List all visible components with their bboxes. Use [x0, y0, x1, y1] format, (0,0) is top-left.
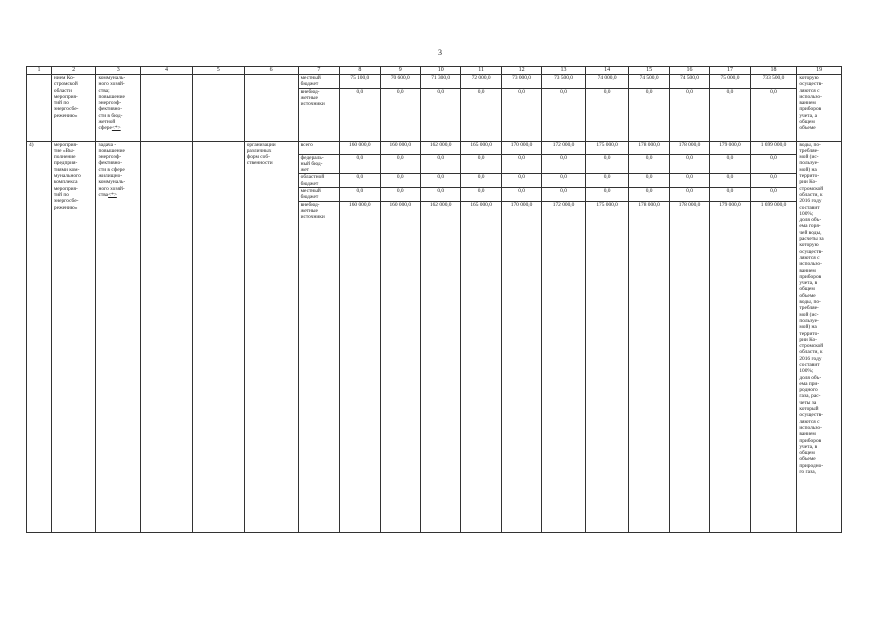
- cell-funding-source: внебюд- жетные источники: [298, 88, 339, 141]
- cell-value-col-11: 165 000,0: [461, 201, 501, 532]
- cell-value-col-8: 75 100,0: [340, 75, 380, 89]
- header-col-17: 17: [710, 67, 750, 75]
- cell-value-col-17: 0,0: [710, 154, 750, 174]
- cell-value-col-10: 0,0: [420, 174, 460, 188]
- header-col-18: 18: [750, 67, 797, 75]
- cell-value-col-10: 0,0: [420, 88, 460, 141]
- cell-value-col-17: 0,0: [710, 88, 750, 141]
- task-text: коммуналь- ного хозяй- ства; повышение энергоэф- фективно- сти в бюд- жетной сфере: [98, 75, 126, 132]
- cell-value-col-12: 73 000,0: [501, 75, 541, 89]
- cell-executor: [244, 75, 298, 142]
- cell-task: [96, 75, 141, 142]
- page-number: 3: [438, 48, 442, 57]
- cell-value-col-12: 170 000,0: [501, 201, 541, 532]
- header-col-11: 11: [461, 67, 501, 75]
- cell-indicators: которую осуществ- ляются с использо- ванием приборов учета, а общем объеме: [797, 75, 842, 142]
- cell-value-col-16: 74 500,0: [669, 75, 709, 89]
- cell-value-col-9: 70 600,0: [380, 75, 420, 89]
- cell-value-col-18: 0,0: [750, 174, 797, 188]
- cell-value-col-17: 75 000,0: [710, 75, 750, 89]
- header-col-19: 19: [797, 67, 842, 75]
- cell-value-col-11: 0,0: [461, 174, 501, 188]
- cell-value-col-13: 0,0: [542, 188, 586, 202]
- cell-value-col-9: 0,0: [380, 188, 420, 202]
- cell-value-col-14: 0,0: [585, 188, 629, 202]
- cell-value-col-16: 178 000,0: [669, 141, 709, 154]
- cell-measure-name: нием Ко- стромской области мероприя- тий по энергосбе- режению»: [51, 75, 96, 142]
- cell-value-col-13: 0,0: [542, 88, 586, 141]
- cell-value-col-18: 733 500,0: [750, 75, 797, 89]
- cell-value-col-13: 73 500,0: [542, 75, 586, 89]
- cell-value-col-16: 178 000,0: [669, 201, 709, 532]
- cell-value-col-11: 0,0: [461, 88, 501, 141]
- cell-value-col-14: 0,0: [585, 154, 629, 174]
- cell-value-col-18: 1 699 000,0: [750, 201, 797, 532]
- cell-value-col-18: 0,0: [750, 154, 797, 174]
- cell-value-col-15: 178 000,0: [629, 141, 669, 154]
- cell-col5: [192, 141, 244, 532]
- cell-value-col-18: 0,0: [750, 188, 797, 202]
- header-col-5: 5: [192, 67, 244, 75]
- cell-col4: [141, 141, 193, 532]
- cell-value-col-17: 0,0: [710, 174, 750, 188]
- cell-value-col-9: 160 000,0: [380, 141, 420, 154]
- cell-col5: [192, 75, 244, 142]
- header-col-13: 13: [542, 67, 586, 75]
- footnote-link[interactable]: <*>: [111, 125, 121, 132]
- cell-value-col-17: 0,0: [710, 188, 750, 202]
- cell-funding-source: всего: [298, 141, 339, 154]
- cell-value-col-11: 72 000,0: [461, 75, 501, 89]
- cell-value-col-16: 0,0: [669, 88, 709, 141]
- cell-value-col-9: 160 000,0: [380, 201, 420, 532]
- cell-value-col-14: 0,0: [585, 88, 629, 141]
- cell-value-col-10: 0,0: [420, 188, 460, 202]
- header-col-14: 14: [585, 67, 629, 75]
- cell-value-col-12: 0,0: [501, 154, 541, 174]
- cell-value-col-10: 71 300,0: [420, 75, 460, 89]
- cell-value-col-8: 0,0: [340, 174, 380, 188]
- header-col-12: 12: [501, 67, 541, 75]
- cell-value-col-12: 0,0: [501, 174, 541, 188]
- cell-value-col-13: 0,0: [542, 154, 586, 174]
- cell-value-col-16: 0,0: [669, 154, 709, 174]
- cell-value-col-9: 0,0: [380, 88, 420, 141]
- cell-funding-source: внебюд- жетные источники: [298, 201, 339, 532]
- cell-funding-source: местный бюджет: [298, 188, 339, 202]
- cell-value-col-15: 0,0: [629, 188, 669, 202]
- cell-value-col-15: 74 500,0: [629, 75, 669, 89]
- cell-value-col-8: 0,0: [340, 154, 380, 174]
- header-col-16: 16: [669, 67, 709, 75]
- header-col-10: 10: [420, 67, 460, 75]
- header-col-3: 3: [96, 67, 141, 75]
- cell-value-col-11: 0,0: [461, 154, 501, 174]
- cell-value-col-8: 160 000,0: [340, 201, 380, 532]
- cell-value-col-10: 162 000,0: [420, 141, 460, 154]
- cell-value-col-9: 0,0: [380, 154, 420, 174]
- cell-value-col-14: 0,0: [585, 174, 629, 188]
- cell-value-col-13: 172 000,0: [542, 141, 586, 154]
- cell-value-col-18: 0,0: [750, 88, 797, 141]
- header-col-6: 6: [244, 67, 298, 75]
- header-col-8: 8: [340, 67, 380, 75]
- header-col-2: 2: [51, 67, 96, 75]
- cell-value-col-17: 179 000,0: [710, 201, 750, 532]
- table-row: [27, 75, 842, 89]
- cell-value-col-9: 0,0: [380, 174, 420, 188]
- cell-funding-source: федераль- ный бюд- жет: [298, 154, 339, 174]
- task-text: задача - повышение энергоэф- фективно- сти в сфере жилищно- коммуналь- ного хозяй- ства: [98, 141, 126, 198]
- cell-funding-source: областной бюджет: [298, 174, 339, 188]
- cell-value-col-12: 170 000,0: [501, 141, 541, 154]
- program-table: [26, 66, 842, 533]
- cell-value-col-15: 0,0: [629, 174, 669, 188]
- cell-value-col-14: 74 000,0: [585, 75, 629, 89]
- cell-value-col-12: 0,0: [501, 188, 541, 202]
- cell-value-col-8: 0,0: [340, 88, 380, 141]
- cell-number: [27, 75, 52, 142]
- cell-measure-name: мероприя- тие «Вы- полнение предприя- тиями ком- мунального комплекса мероприя- тий по энергосбе- режению»: [51, 141, 96, 532]
- cell-value-col-14: 175 000,0: [585, 201, 629, 532]
- cell-value-col-8: 0,0: [340, 188, 380, 202]
- cell-value-col-16: 0,0: [669, 174, 709, 188]
- cell-col4: [141, 75, 193, 142]
- header-col-4: 4: [141, 67, 193, 75]
- header-row: [27, 67, 842, 75]
- cell-funding-source: местный бюджет: [298, 75, 339, 89]
- cell-indicators: воды, по- требляе- мой (ис- пользуе- мой) на террито- рии Ко- стромской области, к 2016 году составит 100%; доля объ- ема горя- чей воды, расчеты за которую осуществ- ляются с использо- ванием приборов учета, в общем объеме воды, по- требляе- мой (ис- пользуе- мой) на террито- рии Ко- стромской области, к 2016 году составит 100%; доля объ- ема при- родного газа, рас- четы за который осуществ- ляются с использо- ванием приборов учета, в общем объеме природно- го газа,: [797, 141, 842, 532]
- cell-value-col-15: 0,0: [629, 154, 669, 174]
- cell-value-col-14: 175 000,0: [585, 141, 629, 154]
- cell-value-col-10: 0,0: [420, 154, 460, 174]
- cell-task: [96, 141, 141, 532]
- cell-value-col-15: 178 000,0: [629, 201, 669, 532]
- header-col-9: 9: [380, 67, 420, 75]
- cell-value-col-11: 165 000,0: [461, 141, 501, 154]
- table-row: [27, 141, 842, 154]
- cell-value-col-11: 0,0: [461, 188, 501, 202]
- header-col-7: 7: [298, 67, 339, 75]
- cell-value-col-10: 162 000,0: [420, 201, 460, 532]
- cell-value-col-13: 172 000,0: [542, 201, 586, 532]
- cell-value-col-18: 1 699 000,0: [750, 141, 797, 154]
- cell-executor: организации различных форм соб- ственности: [244, 141, 298, 532]
- cell-number: 4): [27, 141, 52, 532]
- cell-value-col-15: 0,0: [629, 88, 669, 141]
- header-col-1: 1: [27, 67, 52, 75]
- cell-value-col-12: 0,0: [501, 88, 541, 141]
- cell-value-col-8: 160 000,0: [340, 141, 380, 154]
- cell-value-col-16: 0,0: [669, 188, 709, 202]
- cell-value-col-13: 0,0: [542, 174, 586, 188]
- header-col-15: 15: [629, 67, 669, 75]
- footnote-link[interactable]: <*>: [108, 191, 117, 198]
- cell-value-col-17: 179 000,0: [710, 141, 750, 154]
